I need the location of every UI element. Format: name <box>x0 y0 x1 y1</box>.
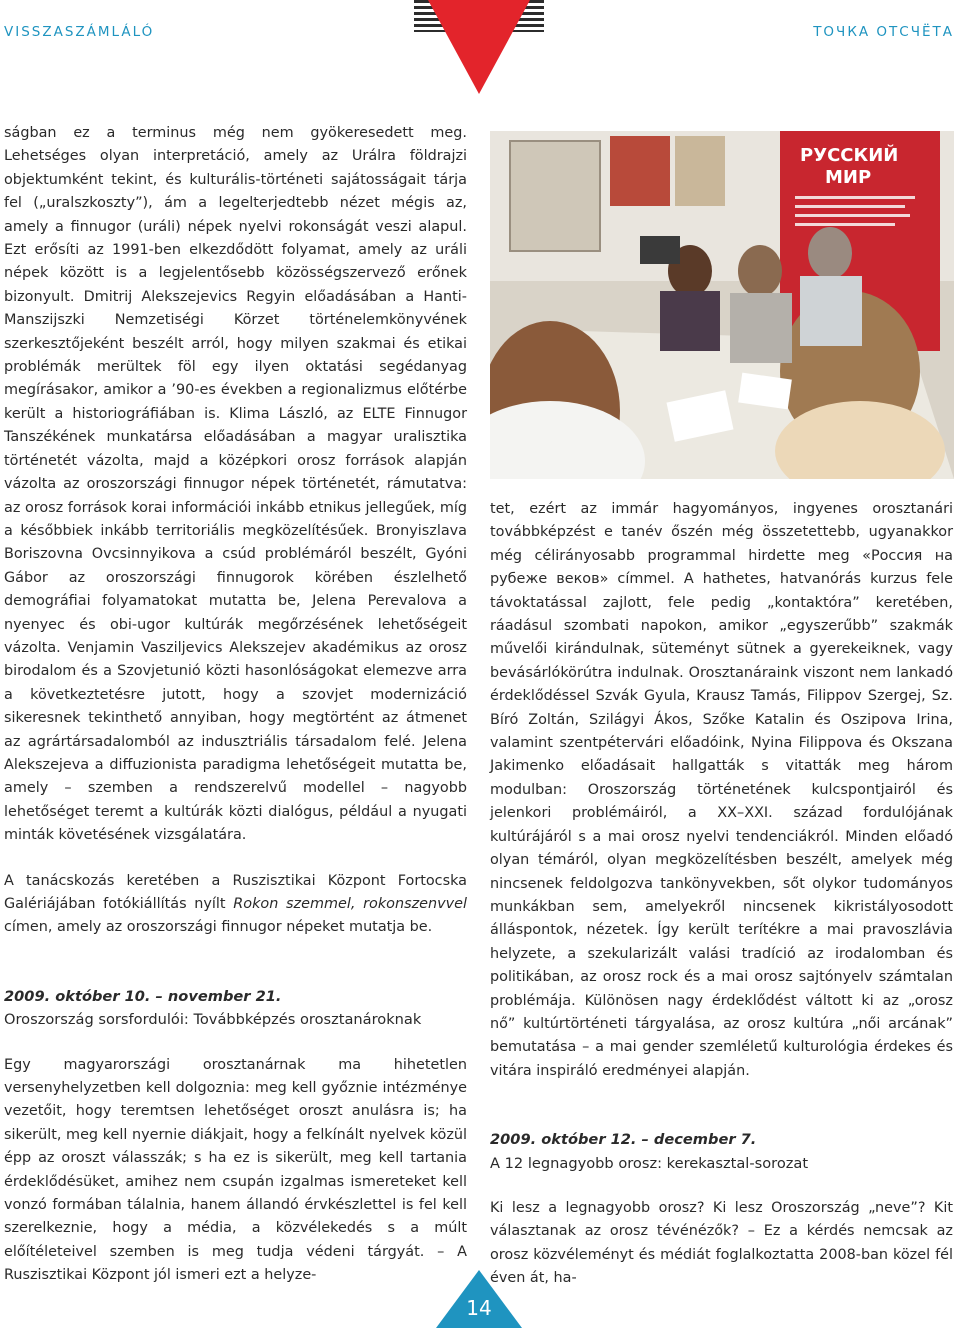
paragraph: ságban ez a terminus még nem gyökeresedett meg. Lehetséges olyan interpretáció, amely az Urálra földrajzi objektumként tekint, és kulturális-történeti sajátosságait tárja fel („uralszkoszty”), ám a legelterjedtebb nézet mégis az, amely a finnugor (uráli) népek nyelvi rokonságát veszi alapul. Ezt erősíti az 1991-ben elkezdődött folyamat, amely az uráli népek között is a legjelentősebb közösségszervező erőnek bizonyult. Dmitrij Alekszejevics Regyin előadásában a Hanti-Manszijszki Nemzetiségi Körzet történelemkönyvének szerkesztőjeként beszélt arról, hogy milyen szakmai és etikai problémák merültek föl egy ilyen oktatási segédanyag megírásakor, amikor a ’90-es években a regionalizmus előtérbe került a historiográfiában is. Klima László, az ELTE Finnugor Tanszékének munkatársa előadásában a magyar uralisztika történetét vázolta, majd a középkori orosz források alapján vázolta az oroszországi finnugor népek történetét, rámutatva: az orosz források korai információi inkább etnikus jellegűek, míg a későbbiek inkább territoriális megközelítésűek. Bronyiszlava Boriszovna Ovcsinnyikova a csúd problémáról beszélt, Gyóni Gábor az oroszországi finnugorok körében észlelhető demográfiai folyamatokat mutatta be, Jelena Perevalova a nyenyec és obi-ugor kultúrák megőrzésének lehetőségeit vázolta. Venjamin Vasziljevics Alekszejev akadémikus az orosz birodalom és a Szovjetunió közti hasonlóságokat elemezve arra a következtetésre jutott, hogy a szovjet modernizáció sikeresnek tekinthető annyiban, hogy megtörtént az átmenet az agrártársadalomból az indusztriális társadalom felé. Jelena Alekszejeva a diffuzionista paradigma lehetőségeit mutatta be, amely – szemben a rendszerelvű modellel – nagyobb lehetőséget teremt a kultúrák közti dialógus, például a nyugati minták követésének vizsgálatára. <box>4 125 467 844</box>
running-header-right: ТОЧКА ОТСЧЁТА <box>813 24 954 40</box>
paragraph: tet, ezért az immár hagyományos, ingyenes orosztanári továbbképzést e tanév őszén még összetettebb, ugyanakkor még célirányosabb programmal hirdette meg «Россия на рубеже веков» címmel. A hathetes, hatvanórás kurzus fele távoktatással zajlott, fele pedig „kontaktóra” keretében, ráadásul szombati napokon, amikor „egyszerűbb” szakmák művelői kirándulnak, süteményt sütnek a gyerekeiknek, vagy bevásárlókörútra indulnak. Orosztanáraink viszont nem lankadó érdeklődéssel Szvák Gyula, Krausz Tamás, Filippov Szergej, Sz. Bíró Zoltán, Szilágyi Ákos, Szőke Katalin és Oszipova Irina, valamint szentpétervári előadóink, Nyina Filippova és Okszana Jakimenko előadásait hallgatták s vitatták meg három modulban: Oroszország történetének kulcspontjairól és jelenkori problémáiról, a XX–XXI. század fordulójának kultúrájáról s a mai orosz nyelvi tendenciákról. Minden előadó olyan témáról, olyan megközelítésben beszélt, amelyek még nincsenek feldolgozva tankönyvekben, sőt olykor tudományos munkákban sem, amelyekről nincsenek kikristályosodott álláspontok, nézetek. Így került terítékre a mai pravoszlávia helyzete, a szekularizált valási tradíció az irodalomban és politikában, az orosz rock és a mai orosz sajtónyelv számtalan problémája. Különösen nagy érdeklődést váltott ki az „orosz nő” kultúrtörténeti tárgyalása, az orosz kultúra „női arcának” bemutatása – a mai gender szemléletű kulturológia érdekes és vitára inspiráló eredményei alapján. <box>490 501 953 1079</box>
section-date: 2009. október 12. – december 7. <box>490 1131 757 1149</box>
banner-text-line1: РУССКИЙ <box>800 145 899 166</box>
banner-text-line2: МИР <box>825 167 872 188</box>
paragraph: Ki lesz a legnagyobb orosz? Ki lesz Oroszország „neve”? Kit választanak az orosz tévénézők? – Ez a kérdés nemcsak az orosz közvéleményt és médiát foglalkoztatta 2008-ban közel fél éven át, ha- <box>490 1199 953 1287</box>
running-header-left: VISSZASZÁMLÁLÓ <box>4 24 155 40</box>
paragraph: Egy magyarországi orosztanárnak ma hihetetlen versenyhelyzetben kell dolgoznia: meg kell győznie intézménye vezetőit, hogy teremtsen lehetőséget oroszt anulásra is; ha sikerült, meg kell nyernie diákjait, hogy a felkínált nyelvek közül épp az oroszt válasszák; s ha ez is sikerült, meg kell tartania érdeklődésüket, amihez nem csupán izgalmas ismereteket kell vonzó formában tálalnia, hanem állandó érvkészlettel is fel kell szerelkeznie, hogy a média, a közvélekedés s a múlt előítéleteivel szemben is meg tudja védeni tárgyát. – A Ruszisztikai Központ jól ismeri ezt a helyze- <box>4 1056 467 1284</box>
conference-photo <box>490 131 954 479</box>
left-text-column <box>4 122 467 1288</box>
paragraph: A tanácskozás keretében a Ruszisztikai Központ Fortocska Galériájában fotókiállítás nyílt Rokon szemmel, rokonszenvvel címen, amely az oroszországi finnugor népeket mutatja be. <box>4 872 467 936</box>
header-emblem <box>414 0 544 96</box>
section-title: Oroszország sorsfordulói: Továbbképzés orosztanároknak <box>4 1011 422 1029</box>
exhibition-title: Rokon szemmel, rokonszenvvel <box>233 896 467 912</box>
red-triangle <box>428 0 530 94</box>
right-text-column <box>490 498 953 1291</box>
section-title: A 12 legnagyobb orosz: kerekasztal-sorozat <box>490 1154 809 1172</box>
section-date: 2009. október 10. – november 21. <box>4 987 282 1005</box>
page-number: 14 <box>466 1296 492 1320</box>
